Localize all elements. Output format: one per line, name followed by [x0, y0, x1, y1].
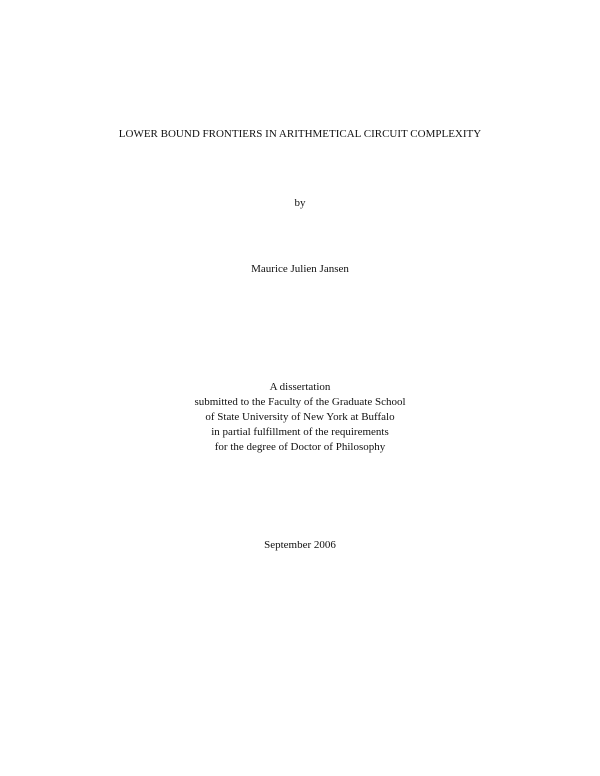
- submission-line: A dissertation: [269, 381, 331, 393]
- submission-line: of State University of New York at Buffalo: [205, 411, 395, 423]
- submission-date: September 2006: [264, 539, 336, 551]
- submission-line: submitted to the Faculty of the Graduate School: [194, 396, 406, 408]
- by-line: by: [294, 197, 306, 209]
- submission-statement: [0, 380, 600, 455]
- submission-line: in partial fulfillment of the requirements: [211, 426, 389, 438]
- author-name: Maurice Julien Jansen: [251, 263, 349, 275]
- submission-line: for the degree of Doctor of Philosophy: [214, 441, 386, 453]
- dissertation-title: LOWER BOUND FRONTIERS IN ARITHMETICAL CIRCUIT COMPLEXITY: [118, 128, 482, 140]
